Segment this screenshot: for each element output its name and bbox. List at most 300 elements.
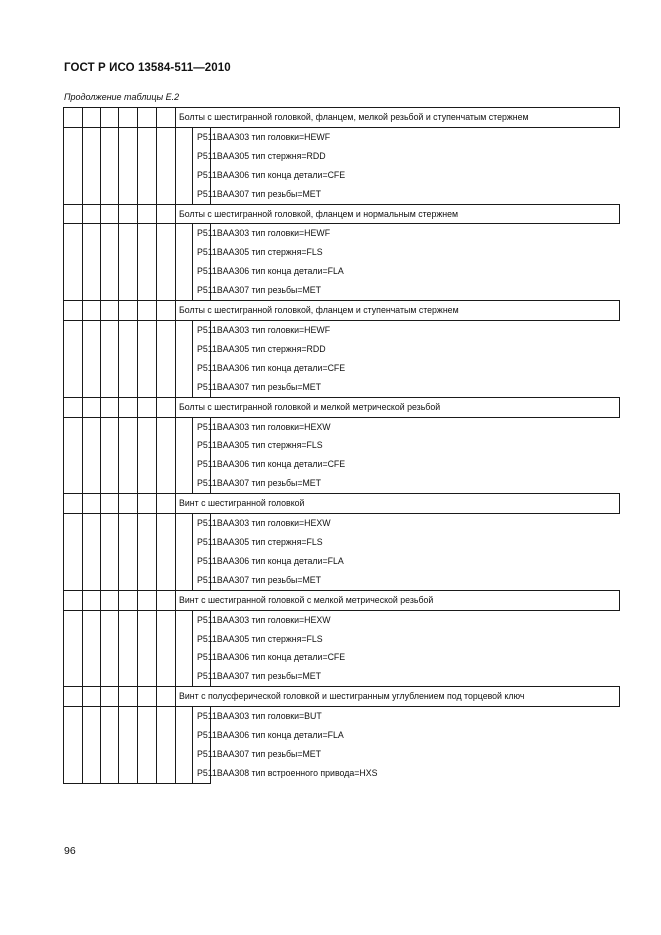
empty-cell: [83, 301, 101, 321]
empty-cell: [64, 687, 83, 707]
attribute-row: [64, 571, 620, 590]
empty-cell: [64, 610, 83, 629]
empty-cell: [138, 571, 157, 590]
group-label: Винт с полусферической головкой и шестигранным углублением под торцевой ключ: [176, 687, 620, 707]
empty-cell: [157, 185, 176, 204]
empty-cell: [83, 533, 101, 552]
empty-cell: [157, 514, 176, 533]
empty-cell: [119, 108, 138, 128]
group-header-row: [64, 301, 620, 321]
empty-cell: [101, 301, 119, 321]
attribute-value: P511BAA307 тип резьбы=MET: [193, 571, 211, 590]
attribute-row: [64, 417, 620, 436]
empty-cell: [64, 629, 83, 648]
empty-cell: [157, 707, 176, 726]
empty-cell: [83, 455, 101, 474]
indent-cell: [176, 243, 193, 262]
group-header-row: [64, 494, 620, 514]
attribute-row: [64, 474, 620, 493]
empty-cell: [64, 745, 83, 764]
empty-cell: [101, 359, 119, 378]
attribute-value: P511BAA306 тип конца детали=CFE: [193, 166, 211, 185]
empty-cell: [101, 436, 119, 455]
empty-cell: [101, 455, 119, 474]
empty-cell: [83, 262, 101, 281]
empty-cell: [83, 764, 101, 783]
empty-cell: [83, 108, 101, 128]
empty-cell: [64, 378, 83, 397]
empty-cell: [157, 127, 176, 146]
empty-cell: [119, 397, 138, 417]
empty-cell: [64, 726, 83, 745]
empty-cell: [101, 397, 119, 417]
empty-cell: [119, 147, 138, 166]
indent-cell: [176, 552, 193, 571]
empty-cell: [101, 224, 119, 243]
attribute-row: [64, 436, 620, 455]
empty-cell: [138, 474, 157, 493]
group-header-row: [64, 108, 620, 128]
indent-cell: [176, 147, 193, 166]
empty-cell: [83, 590, 101, 610]
indent-cell: [176, 378, 193, 397]
empty-cell: [83, 610, 101, 629]
empty-cell: [119, 494, 138, 514]
attribute-value: P511BAA303 тип головки=BUT: [193, 707, 211, 726]
indent-cell: [176, 707, 193, 726]
attribute-value: P511BAA307 тип резьбы=MET: [193, 667, 211, 686]
empty-cell: [83, 552, 101, 571]
empty-cell: [119, 667, 138, 686]
empty-cell: [138, 185, 157, 204]
empty-cell: [83, 359, 101, 378]
empty-cell: [64, 204, 83, 224]
empty-cell: [83, 417, 101, 436]
attribute-row: [64, 667, 620, 686]
empty-cell: [157, 629, 176, 648]
empty-cell: [138, 378, 157, 397]
indent-cell: [176, 571, 193, 590]
attribute-row: [64, 185, 620, 204]
attribute-value: P511BAA305 тип стержня=FLS: [193, 436, 211, 455]
attribute-row: [64, 147, 620, 166]
empty-cell: [83, 320, 101, 339]
attribute-value: P511BAA305 тип стержня=FLS: [193, 533, 211, 552]
attribute-value: P511BAA303 тип головки=HEXW: [193, 417, 211, 436]
empty-cell: [64, 571, 83, 590]
empty-cell: [101, 204, 119, 224]
empty-cell: [119, 301, 138, 321]
attribute-value: P511BAA307 тип резьбы=MET: [193, 745, 211, 764]
attribute-row: [64, 320, 620, 339]
attribute-value: P511BAA306 тип конца детали=CFE: [193, 359, 211, 378]
empty-cell: [157, 474, 176, 493]
indent-cell: [176, 166, 193, 185]
empty-cell: [119, 610, 138, 629]
indent-cell: [176, 629, 193, 648]
empty-cell: [138, 147, 157, 166]
attribute-row: [64, 514, 620, 533]
empty-cell: [64, 320, 83, 339]
empty-cell: [83, 707, 101, 726]
attribute-value: P511BAA306 тип конца детали=FLA: [193, 262, 211, 281]
empty-cell: [119, 533, 138, 552]
table-continuation-caption: Продолжение таблицы Е.2: [64, 92, 180, 102]
empty-cell: [101, 745, 119, 764]
empty-cell: [157, 108, 176, 128]
empty-cell: [64, 340, 83, 359]
empty-cell: [157, 533, 176, 552]
empty-cell: [83, 474, 101, 493]
indent-cell: [176, 320, 193, 339]
empty-cell: [101, 610, 119, 629]
empty-cell: [157, 648, 176, 667]
empty-cell: [138, 166, 157, 185]
indent-cell: [176, 764, 193, 783]
empty-cell: [157, 667, 176, 686]
empty-cell: [64, 552, 83, 571]
attribute-row: [64, 281, 620, 300]
empty-cell: [157, 745, 176, 764]
indent-cell: [176, 726, 193, 745]
group-header-row: [64, 590, 620, 610]
empty-cell: [64, 590, 83, 610]
empty-cell: [119, 764, 138, 783]
group-label: Болты с шестигранной головкой и мелкой метрической резьбой: [176, 397, 620, 417]
empty-cell: [83, 726, 101, 745]
empty-cell: [119, 320, 138, 339]
empty-cell: [157, 301, 176, 321]
empty-cell: [119, 204, 138, 224]
empty-cell: [83, 687, 101, 707]
empty-cell: [83, 397, 101, 417]
empty-cell: [64, 707, 83, 726]
empty-cell: [119, 436, 138, 455]
empty-cell: [157, 147, 176, 166]
empty-cell: [138, 552, 157, 571]
empty-cell: [101, 494, 119, 514]
empty-cell: [138, 533, 157, 552]
empty-cell: [83, 648, 101, 667]
empty-cell: [138, 610, 157, 629]
empty-cell: [64, 262, 83, 281]
group-label: Винт с шестигранной головкой: [176, 494, 620, 514]
empty-cell: [138, 320, 157, 339]
empty-cell: [101, 552, 119, 571]
empty-cell: [64, 166, 83, 185]
attribute-value: P511BAA305 тип стержня=FLS: [193, 629, 211, 648]
attribute-value: P511BAA306 тип конца детали=CFE: [193, 648, 211, 667]
empty-cell: [138, 397, 157, 417]
empty-cell: [157, 378, 176, 397]
empty-cell: [101, 533, 119, 552]
empty-cell: [83, 166, 101, 185]
empty-cell: [138, 629, 157, 648]
empty-cell: [138, 726, 157, 745]
empty-cell: [101, 648, 119, 667]
empty-cell: [83, 147, 101, 166]
empty-cell: [101, 474, 119, 493]
empty-cell: [138, 648, 157, 667]
attribute-row: [64, 648, 620, 667]
empty-cell: [138, 590, 157, 610]
group-label: Болты с шестигранной головкой, фланцем и ступенчатым стержнем: [176, 301, 620, 321]
empty-cell: [101, 166, 119, 185]
attribute-row: [64, 340, 620, 359]
indent-cell: [176, 281, 193, 300]
empty-cell: [138, 687, 157, 707]
empty-cell: [64, 494, 83, 514]
indent-cell: [176, 340, 193, 359]
empty-cell: [64, 127, 83, 146]
empty-cell: [101, 147, 119, 166]
empty-cell: [64, 533, 83, 552]
attribute-value: P511BAA305 тип стержня=RDD: [193, 340, 211, 359]
empty-cell: [119, 185, 138, 204]
empty-cell: [64, 243, 83, 262]
empty-cell: [157, 359, 176, 378]
empty-cell: [101, 281, 119, 300]
empty-cell: [119, 455, 138, 474]
attribute-row: [64, 166, 620, 185]
empty-cell: [83, 629, 101, 648]
group-header-row: [64, 397, 620, 417]
attribute-row: [64, 552, 620, 571]
indent-cell: [176, 514, 193, 533]
empty-cell: [101, 243, 119, 262]
group-label: Болты с шестигранной головкой, фланцем и нормальным стержнем: [176, 204, 620, 224]
empty-cell: [64, 667, 83, 686]
empty-cell: [119, 629, 138, 648]
empty-cell: [138, 301, 157, 321]
empty-cell: [119, 417, 138, 436]
empty-cell: [157, 726, 176, 745]
empty-cell: [138, 494, 157, 514]
attribute-row: [64, 455, 620, 474]
empty-cell: [138, 707, 157, 726]
empty-cell: [119, 514, 138, 533]
empty-cell: [157, 166, 176, 185]
empty-cell: [157, 571, 176, 590]
empty-cell: [138, 204, 157, 224]
empty-cell: [157, 281, 176, 300]
empty-cell: [138, 745, 157, 764]
empty-cell: [101, 667, 119, 686]
attribute-row: [64, 726, 620, 745]
empty-cell: [83, 340, 101, 359]
empty-cell: [157, 320, 176, 339]
attribute-value: P511BAA307 тип резьбы=MET: [193, 378, 211, 397]
table-body: [64, 108, 620, 784]
attribute-row: [64, 243, 620, 262]
empty-cell: [157, 610, 176, 629]
indent-cell: [176, 359, 193, 378]
attribute-row: [64, 629, 620, 648]
empty-cell: [83, 571, 101, 590]
attribute-value: P511BAA306 тип конца детали=FLA: [193, 552, 211, 571]
group-label: Болты с шестигранной головкой, фланцем, мелкой резьбой и ступенчатым стержнем: [176, 108, 620, 128]
empty-cell: [138, 340, 157, 359]
empty-cell: [119, 726, 138, 745]
attribute-value: P511BAA305 тип стержня=RDD: [193, 147, 211, 166]
attribute-value: P511BAA303 тип головки=HEXW: [193, 514, 211, 533]
empty-cell: [83, 281, 101, 300]
indent-cell: [176, 667, 193, 686]
empty-cell: [138, 514, 157, 533]
empty-cell: [157, 764, 176, 783]
empty-cell: [83, 127, 101, 146]
empty-cell: [138, 262, 157, 281]
indent-cell: [176, 474, 193, 493]
empty-cell: [101, 417, 119, 436]
empty-cell: [101, 590, 119, 610]
indent-cell: [176, 127, 193, 146]
empty-cell: [83, 224, 101, 243]
empty-cell: [119, 648, 138, 667]
empty-cell: [64, 648, 83, 667]
group-header-row: [64, 204, 620, 224]
empty-cell: [157, 494, 176, 514]
empty-cell: [138, 455, 157, 474]
empty-cell: [64, 474, 83, 493]
empty-cell: [157, 204, 176, 224]
empty-cell: [157, 590, 176, 610]
empty-cell: [83, 185, 101, 204]
empty-cell: [83, 378, 101, 397]
empty-cell: [83, 745, 101, 764]
empty-cell: [157, 397, 176, 417]
empty-cell: [101, 629, 119, 648]
indent-cell: [176, 648, 193, 667]
empty-cell: [101, 320, 119, 339]
empty-cell: [64, 455, 83, 474]
attribute-value: P511BAA303 тип головки=HEXW: [193, 610, 211, 629]
empty-cell: [119, 687, 138, 707]
empty-cell: [83, 436, 101, 455]
attribute-value: P511BAA305 тип стержня=FLS: [193, 243, 211, 262]
attribute-row: [64, 359, 620, 378]
empty-cell: [157, 224, 176, 243]
attribute-row: [64, 610, 620, 629]
empty-cell: [83, 494, 101, 514]
empty-cell: [101, 571, 119, 590]
empty-cell: [101, 514, 119, 533]
indent-cell: [176, 262, 193, 281]
empty-cell: [119, 571, 138, 590]
empty-cell: [119, 281, 138, 300]
empty-cell: [138, 359, 157, 378]
empty-cell: [119, 359, 138, 378]
empty-cell: [157, 340, 176, 359]
empty-cell: [101, 726, 119, 745]
attribute-value: P511BAA307 тип резьбы=MET: [193, 281, 211, 300]
indent-cell: [176, 610, 193, 629]
empty-cell: [64, 359, 83, 378]
attribute-row: [64, 127, 620, 146]
attribute-row: [64, 707, 620, 726]
empty-cell: [138, 436, 157, 455]
attribute-row: [64, 224, 620, 243]
empty-cell: [64, 281, 83, 300]
document-header: ГОСТ Р ИСО 13584-511—2010: [64, 62, 231, 74]
empty-cell: [119, 590, 138, 610]
attribute-row: [64, 533, 620, 552]
empty-cell: [64, 397, 83, 417]
indent-cell: [176, 417, 193, 436]
attribute-value: P511BAA307 тип резьбы=MET: [193, 185, 211, 204]
attribute-row: [64, 378, 620, 397]
indent-cell: [176, 745, 193, 764]
attribute-value: P511BAA303 тип головки=HEWF: [193, 127, 211, 146]
empty-cell: [138, 667, 157, 686]
specification-table: [63, 107, 620, 784]
attribute-value: P511BAA303 тип головки=HEWF: [193, 320, 211, 339]
empty-cell: [101, 185, 119, 204]
empty-cell: [157, 243, 176, 262]
empty-cell: [64, 224, 83, 243]
page-number: 96: [64, 845, 76, 857]
empty-cell: [138, 108, 157, 128]
empty-cell: [157, 687, 176, 707]
indent-cell: [176, 533, 193, 552]
empty-cell: [64, 301, 83, 321]
empty-cell: [101, 127, 119, 146]
group-label: Винт с шестигранной головкой с мелкой метрической резьбой: [176, 590, 620, 610]
empty-cell: [83, 204, 101, 224]
empty-cell: [119, 127, 138, 146]
indent-cell: [176, 436, 193, 455]
empty-cell: [64, 764, 83, 783]
empty-cell: [101, 108, 119, 128]
empty-cell: [157, 455, 176, 474]
attribute-row: [64, 745, 620, 764]
empty-cell: [119, 745, 138, 764]
empty-cell: [83, 514, 101, 533]
empty-cell: [101, 378, 119, 397]
empty-cell: [64, 147, 83, 166]
empty-cell: [138, 224, 157, 243]
empty-cell: [119, 474, 138, 493]
empty-cell: [119, 340, 138, 359]
empty-cell: [119, 378, 138, 397]
attribute-row: [64, 262, 620, 281]
empty-cell: [157, 417, 176, 436]
attribute-value: P511BAA308 тип встроенного привода=HXS: [193, 764, 211, 783]
empty-cell: [138, 764, 157, 783]
attribute-value: P511BAA307 тип резьбы=MET: [193, 474, 211, 493]
indent-cell: [176, 185, 193, 204]
empty-cell: [64, 514, 83, 533]
attribute-value: P511BAA306 тип конца детали=CFE: [193, 455, 211, 474]
empty-cell: [64, 185, 83, 204]
empty-cell: [119, 243, 138, 262]
empty-cell: [138, 281, 157, 300]
empty-cell: [157, 262, 176, 281]
empty-cell: [138, 417, 157, 436]
empty-cell: [157, 436, 176, 455]
indent-cell: [176, 224, 193, 243]
empty-cell: [64, 108, 83, 128]
empty-cell: [138, 127, 157, 146]
empty-cell: [138, 243, 157, 262]
empty-cell: [119, 707, 138, 726]
group-header-row: [64, 687, 620, 707]
empty-cell: [101, 764, 119, 783]
attribute-row: [64, 764, 620, 783]
indent-cell: [176, 455, 193, 474]
empty-cell: [119, 224, 138, 243]
attribute-value: P511BAA306 тип конца детали=FLA: [193, 726, 211, 745]
